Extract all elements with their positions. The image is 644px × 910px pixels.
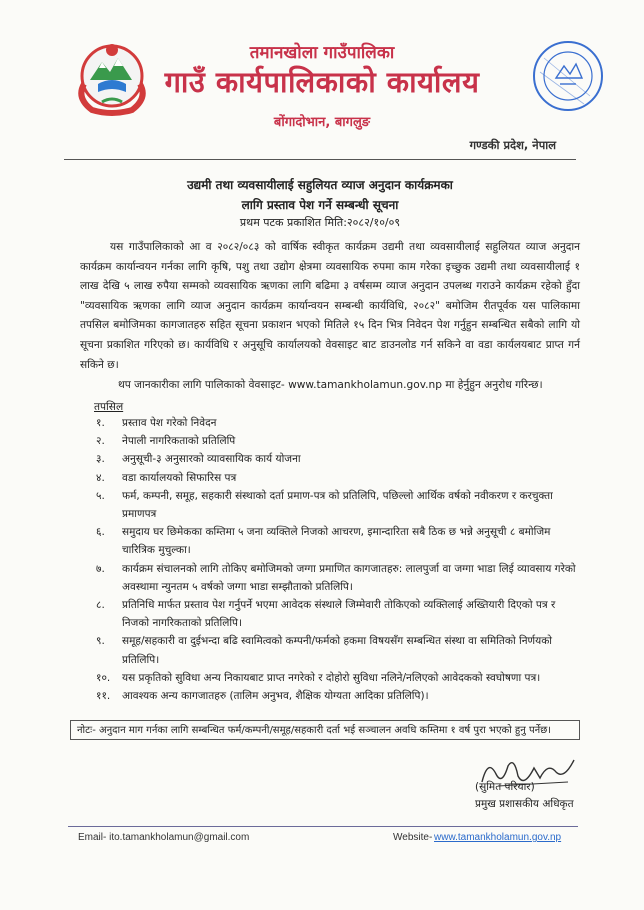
notice-body: यस गाउँपालिकाको आ व २०८२/०८३ को वार्षिक स्वीकृत कार्यक्रम उद्यमी तथा व्यवसायीलाई सहुलियत व्याज अनुदान कार्यक्रम कार्यान्वयन गर्नका लागि कृषि, पशु तथा उद्योग क्षेत्रमा व्यवसायिक रुपमा काम गरेका इच्छुक उद्यमी तथा व्यवसायीलाई १ लाख देखि ५ लाख रुपैया सम्मको व्यवसायिक ऋणका लागि बढिमा ३ वर्षसम्म व्याज अनुदान उपलब्ध गराउने कार्यक्रम रहेको हुँदा "व्यवसायिक ऋणका लागि व्याज अनुदान कार्यक्रम कार्यान्वयन सम्बन्धी कार्यविधि, २०८२" बमोजिम रीतपूर्वक यस पालिकामा तपसिल बमोजिमका कागजातहरु सहित सूचना प्रकाशन भएको मितिले १५ दिन भित्र निवेदन पेश गर्नुहुन सम्बन्धित सबैको लागि यो सूचना प्रकाशित गरिएको छ। कार्यविधि र अनुसूचि कार्यालयको वेवसाइट बाट डाउनलोड गर्न सकिने वा वडा कार्यलयबाट प्राप्त गर्न सकिने छ। [80, 241, 580, 371]
list-item [82, 632, 582, 668]
notice-title-line1: उद्यमी तथा व्यवसायीलाई सहुलियत व्याज अनुदान कार्यक्रमका [187, 178, 453, 192]
list-item-number: ९. [96, 635, 105, 648]
notice-title-line2: लागि प्रस्ताव पेश गर्ने सम्बन्धी सूचना [241, 198, 399, 212]
list-item-text: कार्यक्रम संचालनको लागि तोकिए बमोजिमको जग्गा प्रमाणित कागजातहरु: लालपुर्जा वा जग्गा भाडा लिई व्यावसाय गरेको अवस्थामा न्युनतम ५ वर्षको जग्गा भाडा सम्झौताको प्रतिलिपि। [122, 562, 576, 593]
website-info-line: थप जानकारीका लागि पालिकाको वेवसाइट- www.tamankholamun.gov.np मा हेर्नुहुन अनुरोध गरिन्छ। [118, 379, 543, 391]
list-item-text: प्रस्ताव पेश गरेको निवेदन [122, 417, 217, 429]
footer-website-link[interactable]: www.tamankholamun.gov.np [434, 832, 562, 843]
header-divider [64, 159, 576, 160]
footer-email: Email- ito.tamankholamun@gmail.com [78, 832, 250, 843]
footer-website-label: Website- [393, 832, 433, 843]
list-item-number: ४. [96, 471, 105, 484]
list-item-text: नेपाली नागरिकताको प्रतिलिपि [122, 435, 236, 448]
list-item-number: ३. [96, 453, 105, 466]
list-item [82, 414, 582, 432]
published-date: प्रथम पटक प्रकाशित मिति:२०८२/१०/०९ [239, 216, 401, 229]
list-item [82, 560, 582, 596]
province-label: गण्डकी प्रदेश, नेपाल [469, 138, 556, 152]
list-item [82, 687, 582, 705]
list-item [82, 469, 582, 487]
list-item [82, 487, 582, 523]
list-item-number: ११. [96, 690, 111, 703]
list-item [82, 596, 582, 632]
list-item-number: ५. [96, 489, 105, 502]
list-item-text: आवश्यक अन्य कागजातहरु (तालिम अनुभव, शैक्षिक योग्यता आदिका प्रतिलिपि)। [122, 690, 429, 703]
list-item [82, 450, 582, 468]
list-item-number: २. [96, 435, 105, 448]
list-item-number: ६. [96, 526, 105, 539]
signatory-title: प्रमुख प्रशासकीय अधिकृत [475, 798, 574, 810]
list-item-number: १. [96, 417, 105, 429]
note-box: नोटः- अनुदान माग गर्नका लागि सम्बन्धित फर्म/कम्पनी/समूह/सहकारी दर्ता भई सञ्चालन अवधि कम्तिमा १ वर्ष पुरा भएको हुनु पर्नेछ। [70, 720, 580, 740]
list-item-text: समुदाय घर छिमेकका कम्तिमा ५ जना व्यक्तिले निजको आचरण, इमान्दारिता सबै ठिक छ भन्ने अनुसूची ८ बमोजिम चारित्रिक मुचुल्का। [122, 526, 551, 557]
municipality-name: तमानखोला गाउँपालिका [249, 43, 395, 63]
office-title: गाउँ कार्यपालिकाको कार्यालय [164, 65, 480, 99]
list-item [82, 432, 582, 450]
list-heading: तपसिल [94, 401, 124, 413]
footer-divider [68, 826, 578, 827]
office-seal-icon [530, 38, 606, 114]
list-item [82, 669, 582, 687]
list-item-number: ७. [96, 562, 105, 575]
list-item-number: ८. [96, 599, 105, 612]
signatory-name: (सुमित परियार) [475, 781, 535, 793]
list-item-text: वडा कार्यालयको सिफारिस पत्र [122, 471, 237, 484]
list-item [82, 523, 582, 559]
list-item-text: समूह/सहकारी वा दुईभन्दा बढि स्वामित्वको कम्पनी/फर्मको हकमा विषयसँग सम्बन्धित संस्था वा समितिको निर्णयको प्रतिलिपि। [122, 635, 553, 666]
list-item-text: यस प्रकृतिको सुविधा अन्य निकायबाट प्राप्त नगरेको र दोहोरो सुविधा नलिने/नलिएको आवेदकको स्वघोषणा पत्र। [122, 671, 541, 684]
office-location: बोंगादोभान, बागलुङ [273, 115, 371, 130]
list-item-number: १०. [96, 671, 111, 684]
list-item-text: अनुसूची-३ अनुसारको व्यावसायिक कार्य योजना [122, 453, 301, 466]
document-checklist [82, 414, 582, 705]
list-item-text: फर्म, कम्पनी, समूह, सहकारी संस्थाको दर्ता प्रमाण-पत्र को प्रतिलिपि, पछिल्लो आर्थिक वर्षको नवीकरण र करचुक्ता प्रमाणपत्र [122, 489, 553, 521]
list-item-text: प्रतिनिधि मार्फत प्रस्ताव पेश गर्नुपर्ने भएमा आवेदक संस्थाले जिम्मेवारी तोकिएको व्यक्तिलाई अख्तियारी दिएको पत्र र निजको नागरिकताको प्रतिलिपि। [122, 599, 556, 630]
